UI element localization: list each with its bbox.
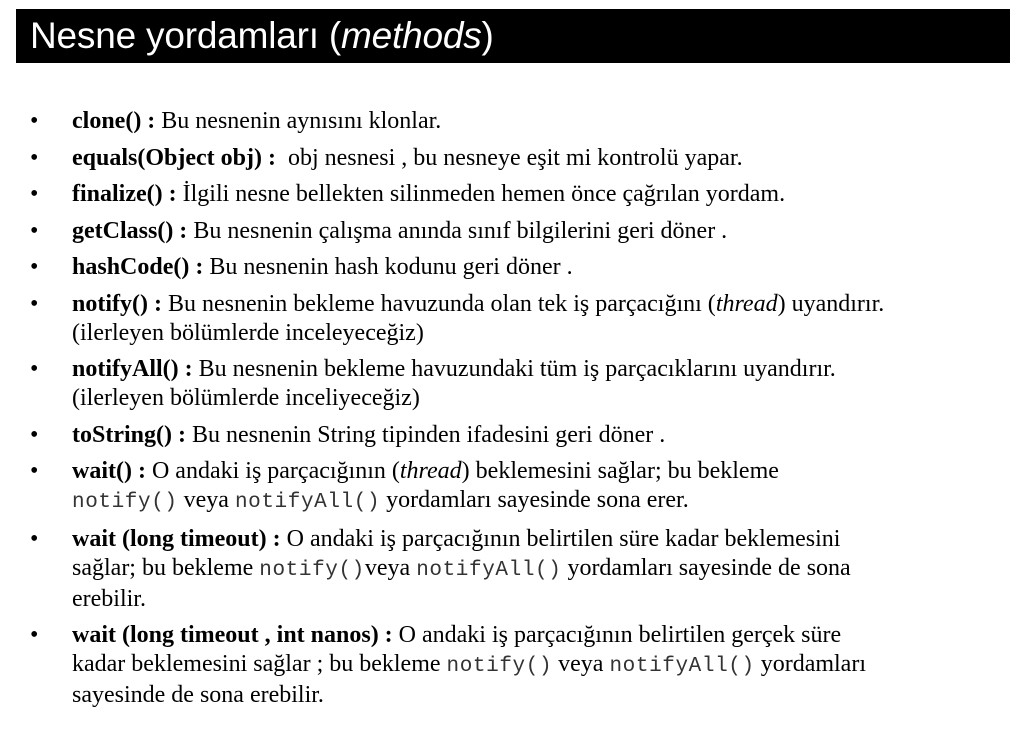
item-line-1 <box>72 355 1016 384</box>
method-description: Bu nesnenin String tipinden ifadesini geri döner . <box>185 421 666 448</box>
bullet-icon: • <box>30 356 39 382</box>
list-item-wait-timeout <box>0 525 1034 614</box>
list-item-tostring <box>0 421 1034 450</box>
page-title <box>30 15 494 57</box>
bullet-icon: • <box>30 108 39 134</box>
method-description: O andaki iş parçacığının belirtilen süre kadar beklemesini <box>280 525 841 552</box>
list-item-clone <box>0 107 1034 136</box>
method-description: O andaki iş parçacığının ( <box>145 458 400 484</box>
connector-text: veya <box>364 554 417 581</box>
list-item-getclass <box>0 217 1034 246</box>
title-main: Nesne yordamları ( <box>30 15 342 56</box>
line-start-text: kadar beklemesini sağlar ; bu bekleme <box>72 651 447 677</box>
item-line-1 <box>72 290 1016 319</box>
method-signature: notify() : <box>72 290 162 317</box>
connector-text: veya <box>552 651 610 677</box>
method-description: Bu nesnenin çalışma anında sınıf bilgilerini geri döner . <box>187 217 728 244</box>
method-description-end: ) uyandırır. <box>777 290 885 317</box>
bullet-icon: • <box>30 254 39 280</box>
italic-term: thread <box>715 290 778 317</box>
method-description: obj nesnesi , bu nesneye eşit mi kontrolü yapar. <box>275 144 743 171</box>
bullet-icon: • <box>30 421 39 448</box>
method-signature: finalize() : <box>72 181 177 207</box>
item-line-2 <box>72 650 1016 681</box>
code-notifyall: notifyAll() <box>416 558 562 582</box>
method-description: Bu nesnenin bekleme havuzunda olan tek iş parçacığını ( <box>161 290 716 317</box>
item-line-1 <box>72 457 1016 486</box>
bullet-icon: • <box>30 144 39 171</box>
line-end-text: yordamları sayesinde de sona <box>561 554 851 581</box>
title-end: ) <box>481 15 494 56</box>
bullet-icon: • <box>30 290 39 317</box>
method-description: İlgili nesne bellekten silinmeden hemen önce çağrılan yordam. <box>176 181 786 207</box>
bullet-icon: • <box>30 525 39 552</box>
bullet-icon: • <box>30 181 39 207</box>
list-item-notifyall <box>0 355 1034 413</box>
method-description: Bu nesnenin hash kodunu geri döner . <box>203 254 573 280</box>
method-signature: wait (long timeout) : <box>72 525 281 552</box>
item-line-2 <box>72 554 1016 585</box>
list-item-wait <box>0 457 1034 517</box>
code-notify: notify() <box>72 491 178 514</box>
item-line-1 <box>72 621 1016 650</box>
method-signature: wait (long timeout , int nanos) : <box>72 622 393 648</box>
title-bar <box>16 9 1010 63</box>
item-line-3: sayesinde de sona erebilir. <box>72 682 324 708</box>
item-line-1 <box>72 525 1016 554</box>
method-description: Bu nesnenin bekleme havuzundaki tüm iş parçacıklarını uyandırır. <box>192 356 836 382</box>
line-end-text: yordamları sayesinde sona erer. <box>380 487 689 513</box>
method-description: O andaki iş parçacığının belirtilen gerçek süre <box>392 622 842 648</box>
bullet-icon: • <box>30 217 39 244</box>
method-signature: wait() : <box>72 458 146 484</box>
bullet-icon: • <box>30 622 39 648</box>
list-item-equals <box>0 144 1034 173</box>
method-signature: toString() : <box>72 421 186 448</box>
title-italic: methods <box>341 15 482 56</box>
bullet-icon: • <box>30 458 39 484</box>
italic-term: thread <box>399 458 462 484</box>
connector-text: veya <box>177 487 235 513</box>
item-line-2: (ilerleyen bölümlerde inceliyeceğiz) <box>72 385 420 411</box>
code-notifyall: notifyAll() <box>609 655 755 678</box>
code-notify: notify() <box>446 655 553 678</box>
line-start-text: sağlar; bu bekleme <box>72 554 260 581</box>
method-signature: equals(Object obj) : <box>72 144 276 171</box>
line-end-text: yordamları <box>754 651 866 677</box>
list-item-hashcode <box>0 253 1034 282</box>
list-item-finalize <box>0 180 1034 209</box>
method-signature: clone() : <box>72 108 156 134</box>
method-description-end: ) beklemesini sağlar; bu bekleme <box>461 458 779 484</box>
method-description: Bu nesnenin aynısını klonlar. <box>155 108 442 134</box>
item-line-2: (ilerleyen bölümlerde inceleyeceğiz) <box>72 319 424 346</box>
code-notify: notify() <box>259 558 365 582</box>
method-signature: hashCode() : <box>72 254 204 280</box>
item-line-3: erebilir. <box>72 585 146 612</box>
list-item-notify <box>0 290 1034 348</box>
method-list <box>0 107 1034 718</box>
code-notifyall: notifyAll() <box>234 491 381 514</box>
method-signature: notifyAll() : <box>72 356 193 382</box>
item-line-2 <box>72 486 1016 517</box>
method-signature: getClass() : <box>72 217 188 244</box>
list-item-wait-timeout-nanos <box>0 621 1034 710</box>
